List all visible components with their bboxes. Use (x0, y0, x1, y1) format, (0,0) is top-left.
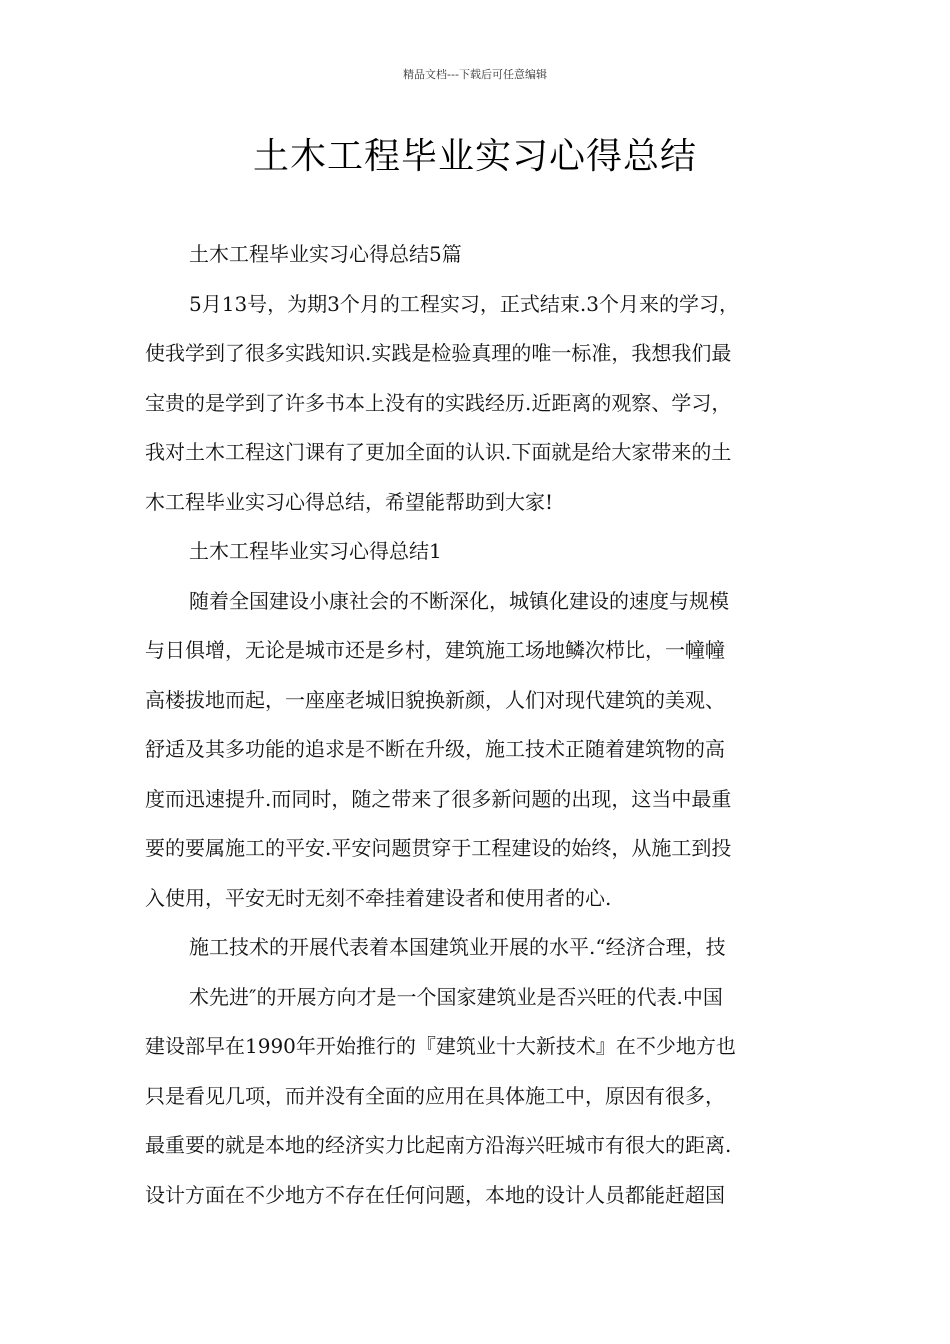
text-line: 只是看见几项，而并没有全面的应用在具体施工中，原因有很多， (145, 1083, 725, 1108)
paragraph-subtitle (145, 230, 825, 280)
text-line: 度而迅速提升.而同时，随之带来了很多新问题的出现，这当中最重 (145, 786, 732, 811)
section-heading (145, 527, 825, 577)
text-line: 高楼拔地而起，一座座老城旧貌换新颜，人们对现代建筑的美观、 (145, 687, 725, 712)
text-line: 施工技术的开展代表着本国建筑业开展的水平.“经济合理，技 (189, 935, 726, 959)
text-line: 舒适及其多功能的追求是不断在升级，施工技术正随着建筑物的高 (145, 737, 725, 761)
text-line: 建设部早在1990年开始推行的『建筑业十大新技术』在不少地方也 (145, 1034, 736, 1058)
document-title: 土木工程毕业实习心得总结 (252, 136, 697, 177)
text-line: 使我学到了很多实践知识.实践是检验真理的唯一标准，我想我们最 (145, 341, 732, 365)
paragraph-body (145, 923, 825, 973)
paragraph-body (145, 577, 825, 924)
text-line: 5月13号，为期3个月的工程实习，正式结束.3个月来的学习， (189, 291, 739, 316)
text-line: 最重要的就是本地的经济实力比起南方沿海兴旺城市有很大的距离. (145, 1133, 732, 1157)
paragraph-body (145, 973, 825, 1221)
text-line: 与日俱增，无论是城市还是乡村，建筑施工场地鳞次栉比，一幢幢 (145, 638, 725, 662)
text-line: 土木工程毕业实习心得总结5篇 (189, 242, 462, 266)
paragraph-intro (145, 280, 825, 528)
text-line: 要的要属施工的平安.平安问题贯穿于工程建设的始终，从施工到投 (145, 836, 732, 860)
text-line: 随着全国建设小康社会的不断深化，城镇化建设的速度与规模 (189, 588, 729, 613)
document-body (145, 230, 825, 1220)
header-note: 精品文档---下载后可任意编辑 (403, 68, 547, 81)
text-line: 术先进″的开展方向才是一个国家建筑业是否兴旺的代表.中国 (189, 984, 723, 1009)
text-line: 土木工程毕业实习心得总结1 (189, 539, 442, 563)
text-line: 设计方面在不少地方不存在任何问题，本地的设计人员都能赶超国 (145, 1182, 725, 1207)
text-line: 宝贵的是学到了许多书本上没有的实践经历.近距离的观察、学习， (145, 390, 732, 415)
text-line: 入使用，平安无时无刻不牵挂着建设者和使用者的心. (145, 885, 612, 910)
text-line: 木工程毕业实习心得总结，希望能帮助到大家! (145, 489, 554, 514)
text-line: 我对土木工程这门课有了更加全面的认识.下面就是给大家带来的土 (145, 440, 732, 464)
